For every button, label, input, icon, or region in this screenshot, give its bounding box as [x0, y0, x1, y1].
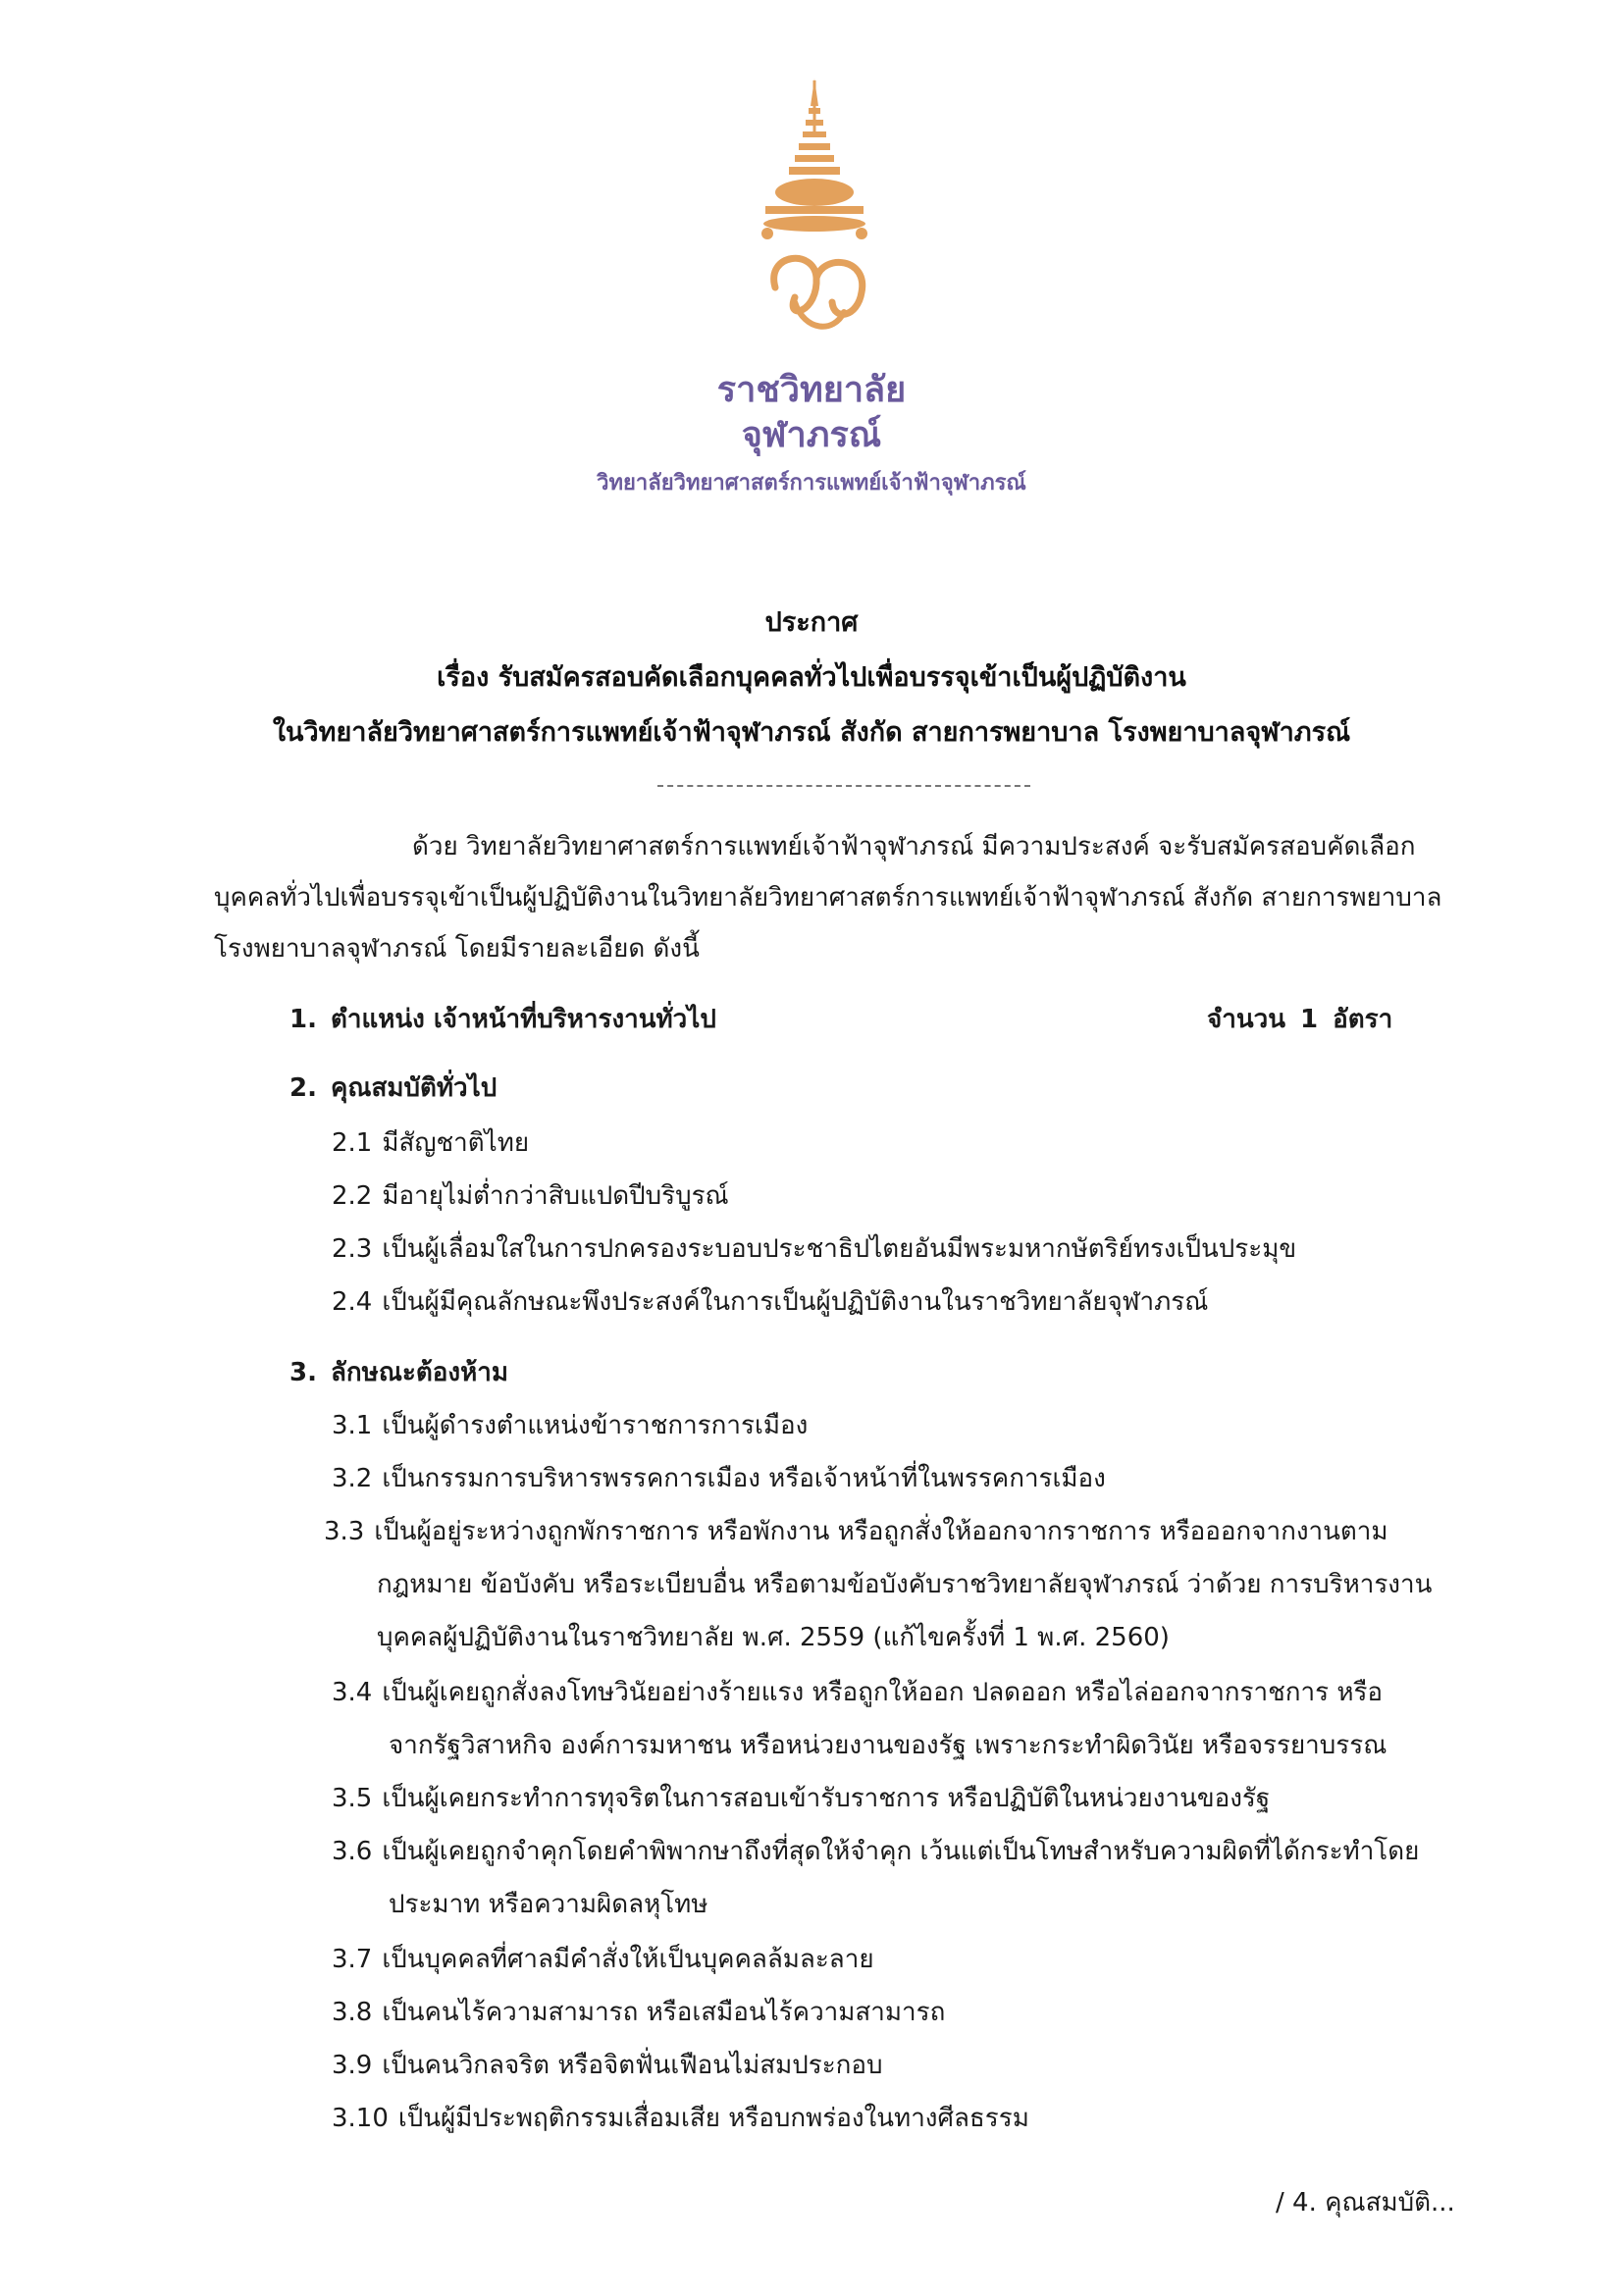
list-item: 3.3 เป็นผู้อยู่ระหว่างถูกพักราชการ หรือพักงาน หรือถูกสั่งให้ออกจากราชการ หรือออกจากงานตาม — [324, 1517, 1388, 1546]
list-item-continuation: กฎหมาย ข้อบังคับ หรือระเบียบอื่น หรือตามข้อบังคับราชวิทยาลัยจุฬาภรณ์ ว่าด้วย การบริหารงาน — [377, 1570, 1433, 1599]
announcement-subject-line2: ในวิทยาลัยวิทยาศาสตร์การแพทย์เจ้าฟ้าจุฬาภรณ์ สังกัด สายการพยาบาล โรงพยาบาลจุฬาภรณ์ — [272, 717, 1351, 748]
section1-rate: จำนวน 1 อัตรา — [1207, 1005, 1393, 1034]
list-item: 3.2 เป็นกรรมการบริหารพรรคการเมือง หรือเจ้าหน้าที่ในพรรคการเมือง — [332, 1464, 1106, 1493]
royal-crown-emblem-icon — [746, 77, 883, 361]
list-item: 2.4 เป็นผู้มีคุณลักษณะพึงประสงค์ในการเป็นผู้ปฏิบัติงานในราชวิทยาลัยจุฬาภรณ์ — [332, 1287, 1209, 1317]
section1-heading — [289, 999, 716, 1039]
section3-heading — [289, 1352, 508, 1392]
announcement-subject-line1: เรื่อง รับสมัครสอบคัดเลือกบุคคลทั่วไปเพื่อบรรจุเข้าเป็นผู้ปฏิบัติงาน — [437, 662, 1186, 693]
org-name-line1: ราชวิทยาลัย — [716, 370, 907, 410]
list-item: 3.7 เป็นบุคคลที่ศาลมีคำสั่งให้เป็นบุคคลล้มละลาย — [332, 1945, 874, 1974]
section3-title: ลักษณะต้องห้าม — [331, 1358, 508, 1387]
section1-title: ตำแหน่ง เจ้าหน้าที่บริหารงานทั่วไป — [331, 1005, 716, 1034]
announcement-title: ประกาศ — [764, 607, 859, 638]
list-item-continuation: จากรัฐวิสาหกิจ องค์การมหาชน หรือหน่วยงานของรัฐ เพราะกระทำผิดวินัย หรือจรรยาบรรณ — [389, 1731, 1387, 1760]
intro-line2: บุคคลทั่วไปเพื่อบรรจุเข้าเป็นผู้ปฏิบัติงานในวิทยาลัยวิทยาศาสตร์การแพทย์เจ้าฟ้าจุฬาภรณ์ สังกัด สายการพยาบาล — [214, 883, 1442, 913]
intro-line3: โรงพยาบาลจุฬาภรณ์ โดยมีรายละเอียด ดังนี้ — [214, 934, 700, 964]
list-item: 3.1 เป็นผู้ดำรงตำแหน่งข้าราชการการเมือง — [332, 1411, 809, 1440]
list-item-continuation: บุคคลผู้ปฏิบัติงานในราชวิทยาลัย พ.ศ. 2559 (แก้ไขครั้งที่ 1 พ.ศ. 2560) — [377, 1623, 1170, 1652]
list-item-continuation: ประมาท หรือความผิดลหุโทษ — [389, 1890, 708, 1919]
section2-number: 2. — [289, 1073, 317, 1103]
list-item: 2.3 เป็นผู้เลื่อมใสในการปกครองระบอบประชาธิปไตยอันมีพระมหากษัตริย์ทรงเป็นประมุข — [332, 1234, 1297, 1264]
section2-title: คุณสมบัติทั่วไป — [331, 1073, 497, 1103]
section1-number: 1. — [289, 1005, 317, 1034]
list-item: 3.4 เป็นผู้เคยถูกสั่งลงโทษวินัยอย่างร้ายแรง หรือถูกให้ออก ปลดออก หรือไล่ออกจากราชการ หรือ — [332, 1678, 1384, 1707]
intro-line1: ด้วย วิทยาลัยวิทยาศาสตร์การแพทย์เจ้าฟ้าจุฬาภรณ์ มีความประสงค์ จะรับสมัครสอบคัดเลือก — [412, 832, 1416, 861]
org-name-line2: จุฬาภรณ์ — [741, 415, 882, 455]
list-item: 2.2 มีอายุไม่ต่ำกว่าสิบแปดปีบริบูรณ์ — [332, 1181, 729, 1211]
org-subtitle: วิทยาลัยวิทยาศาสตร์การแพทย์เจ้าฟ้าจุฬาภรณ์ — [597, 471, 1026, 496]
list-item: 3.10 เป็นผู้มีประพฤติกรรมเสื่อมเสีย หรือบกพร่องในทางศีลธรรม — [332, 2104, 1029, 2133]
list-item: 2.1 มีสัญชาติไทย — [332, 1128, 530, 1158]
list-item: 3.8 เป็นคนไร้ความสามารถ หรือเสมือนไร้ความสามารถ — [332, 1998, 946, 2027]
section2-heading — [289, 1068, 497, 1108]
list-item: 3.5 เป็นผู้เคยกระทำการทุจริตในการสอบเข้ารับราชการ หรือปฏิบัติในหน่วยงานของรัฐ — [332, 1784, 1271, 1813]
heading-divider — [657, 785, 1030, 787]
list-item: 3.9 เป็นคนวิกลจริต หรือจิตฟั่นเฟือนไม่สมประกอบ — [332, 2051, 883, 2080]
list-item: 3.6 เป็นผู้เคยถูกจำคุกโดยคำพิพากษาถึงที่สุดให้จำคุก เว้นแต่เป็นโทษสำหรับความผิดที่ได้กระทำโดย — [332, 1837, 1420, 1866]
section3-number: 3. — [289, 1358, 317, 1387]
continued-note: / 4. คุณสมบัติ... — [1276, 2188, 1455, 2218]
